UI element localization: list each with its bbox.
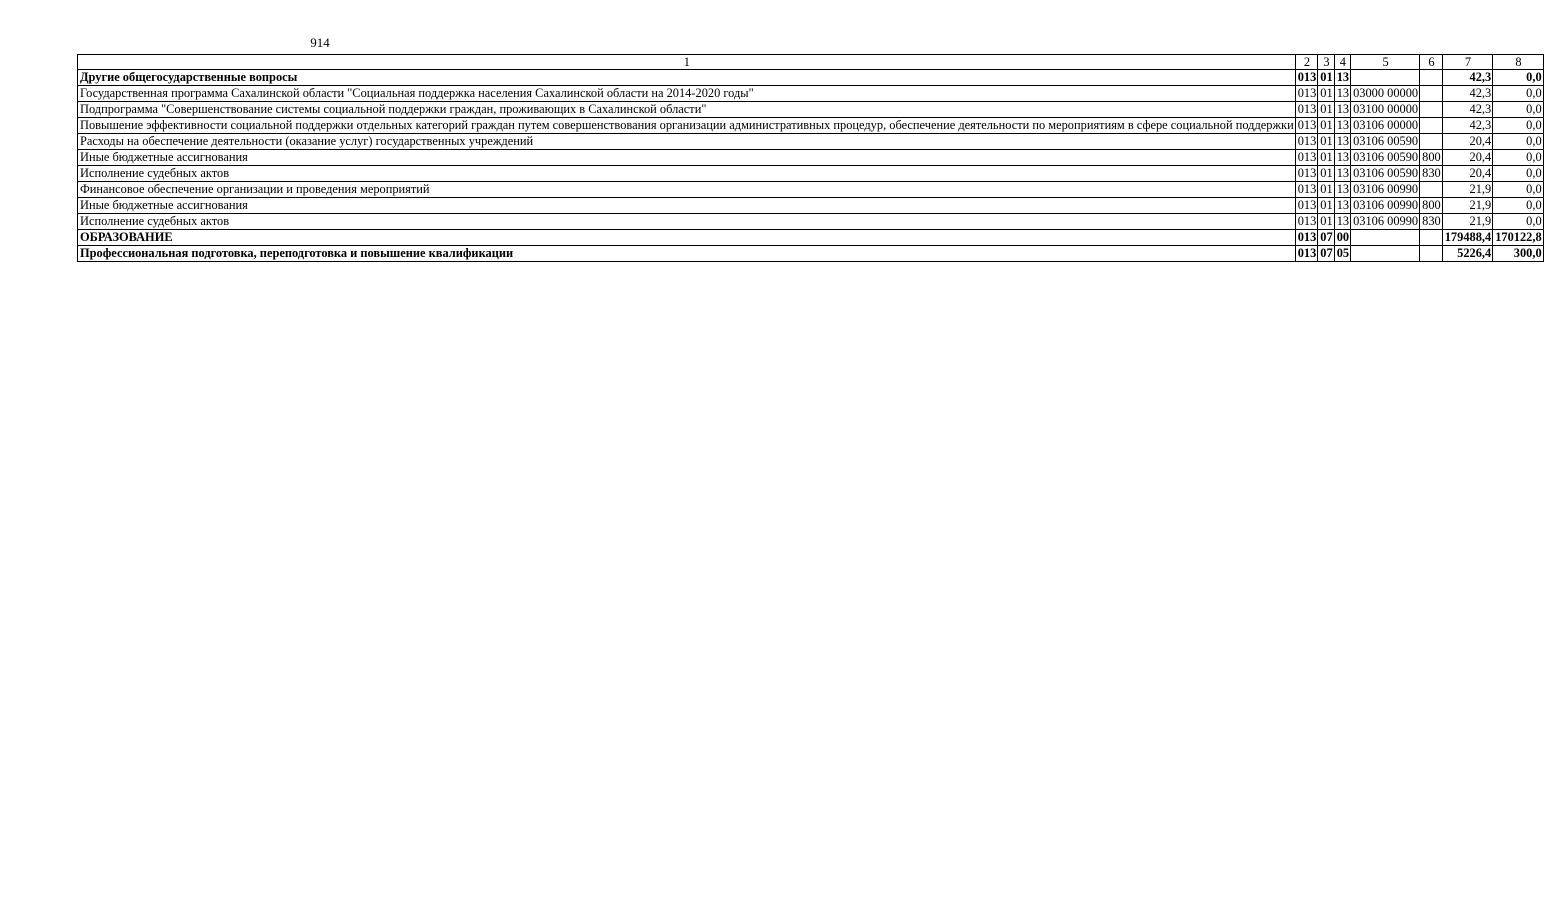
row-rz: 01 bbox=[1318, 134, 1334, 150]
row-sum1: 20,4 bbox=[1442, 134, 1492, 150]
row-gr: 013 bbox=[1295, 102, 1318, 118]
row-csr: 03106 00590 bbox=[1351, 134, 1420, 150]
page-number: 914 bbox=[310, 35, 330, 50]
row-csr bbox=[1351, 230, 1420, 246]
row-rz: 01 bbox=[1318, 198, 1334, 214]
row-name: Повышение эффективности социальной поддержки отдельных категорий граждан путем совершенствования организации административных процедур, обеспечение деятельности по мероприятиям в сфере социальной поддержки bbox=[78, 118, 1296, 134]
row-pr: 13 bbox=[1334, 150, 1350, 166]
row-pr: 13 bbox=[1334, 166, 1350, 182]
table-row bbox=[78, 134, 1544, 150]
row-rz: 01 bbox=[1318, 166, 1334, 182]
row-csr: 03106 00990 bbox=[1351, 214, 1420, 230]
row-vr bbox=[1420, 230, 1443, 246]
row-sum1: 42,3 bbox=[1442, 70, 1492, 86]
row-name: Исполнение судебных актов bbox=[78, 166, 1296, 182]
row-name: Исполнение судебных актов bbox=[78, 214, 1296, 230]
col-header-2: 2 bbox=[1295, 55, 1318, 70]
row-pr: 13 bbox=[1334, 102, 1350, 118]
row-gr: 013 bbox=[1295, 118, 1318, 134]
row-sum1: 179488,4 bbox=[1442, 230, 1492, 246]
row-csr: 03100 00000 bbox=[1351, 102, 1420, 118]
row-sum1: 42,3 bbox=[1442, 86, 1492, 102]
row-sum1: 20,4 bbox=[1442, 166, 1492, 182]
row-sum1: 42,3 bbox=[1442, 102, 1492, 118]
table-row bbox=[78, 214, 1544, 230]
row-vr bbox=[1420, 134, 1443, 150]
row-name: Подпрограмма "Совершенствование системы социальной поддержки граждан, проживающих в Сахалинской области" bbox=[78, 102, 1296, 118]
row-csr: 03106 00590 bbox=[1351, 166, 1420, 182]
table-row bbox=[78, 166, 1544, 182]
row-name: Государственная программа Сахалинской области "Социальная поддержка населения Сахалинской области на 2014-2020 годы" bbox=[78, 86, 1296, 102]
row-sum2: 0,0 bbox=[1493, 86, 1543, 102]
row-rz: 01 bbox=[1318, 86, 1334, 102]
row-sum2: 0,0 bbox=[1493, 198, 1543, 214]
table-row bbox=[78, 246, 1544, 262]
row-name: Финансовое обеспечение организации и проведения мероприятий bbox=[78, 182, 1296, 198]
row-sum2: 0,0 bbox=[1493, 166, 1543, 182]
row-sum2: 0,0 bbox=[1493, 214, 1543, 230]
row-pr: 13 bbox=[1334, 134, 1350, 150]
row-name: Другие общегосударственные вопросы bbox=[78, 70, 1296, 86]
header-row bbox=[78, 55, 1544, 70]
row-vr bbox=[1420, 182, 1443, 198]
row-vr bbox=[1420, 118, 1443, 134]
row-gr: 013 bbox=[1295, 230, 1318, 246]
row-gr: 013 bbox=[1295, 150, 1318, 166]
table-row bbox=[78, 198, 1544, 214]
row-sum1: 5226,4 bbox=[1442, 246, 1492, 262]
row-name: Расходы на обеспечение деятельности (оказание услуг) государственных учреждений bbox=[78, 134, 1296, 150]
table-row bbox=[78, 102, 1544, 118]
col-header-8: 8 bbox=[1493, 55, 1543, 70]
row-vr: 800 bbox=[1420, 150, 1443, 166]
row-pr: 13 bbox=[1334, 198, 1350, 214]
row-rz: 07 bbox=[1318, 230, 1334, 246]
row-csr: 03106 00000 bbox=[1351, 118, 1420, 134]
row-sum2: 0,0 bbox=[1493, 118, 1543, 134]
row-sum1: 21,9 bbox=[1442, 198, 1492, 214]
row-pr: 05 bbox=[1334, 246, 1350, 262]
row-rz: 01 bbox=[1318, 102, 1334, 118]
row-gr: 013 bbox=[1295, 86, 1318, 102]
row-vr bbox=[1420, 86, 1443, 102]
row-sum2: 300,0 bbox=[1493, 246, 1543, 262]
row-sum1: 42,3 bbox=[1442, 118, 1492, 134]
row-rz: 01 bbox=[1318, 214, 1334, 230]
col-header-3: 3 bbox=[1318, 55, 1334, 70]
row-name: Иные бюджетные ассигнования bbox=[78, 150, 1296, 166]
row-gr: 013 bbox=[1295, 214, 1318, 230]
table-row bbox=[78, 150, 1544, 166]
row-sum1: 20,4 bbox=[1442, 150, 1492, 166]
row-rz: 01 bbox=[1318, 118, 1334, 134]
row-rz: 07 bbox=[1318, 246, 1334, 262]
row-sum2: 170122,8 bbox=[1493, 230, 1543, 246]
row-vr bbox=[1420, 70, 1443, 86]
row-sum2: 0,0 bbox=[1493, 134, 1543, 150]
row-csr bbox=[1351, 70, 1420, 86]
row-vr: 800 bbox=[1420, 198, 1443, 214]
row-pr: 13 bbox=[1334, 70, 1350, 86]
row-sum2: 0,0 bbox=[1493, 102, 1543, 118]
col-header-4: 4 bbox=[1334, 55, 1350, 70]
row-pr: 00 bbox=[1334, 230, 1350, 246]
row-vr: 830 bbox=[1420, 166, 1443, 182]
budget-table bbox=[77, 54, 1544, 262]
row-name: ОБРАЗОВАНИЕ bbox=[78, 230, 1296, 246]
row-gr: 013 bbox=[1295, 246, 1318, 262]
col-header-6: 6 bbox=[1420, 55, 1443, 70]
row-pr: 13 bbox=[1334, 214, 1350, 230]
row-sum2: 0,0 bbox=[1493, 182, 1543, 198]
row-sum1: 21,9 bbox=[1442, 182, 1492, 198]
row-csr: 03106 00590 bbox=[1351, 150, 1420, 166]
row-name: Иные бюджетные ассигнования bbox=[78, 198, 1296, 214]
row-gr: 013 bbox=[1295, 134, 1318, 150]
row-vr: 830 bbox=[1420, 214, 1443, 230]
row-pr: 13 bbox=[1334, 118, 1350, 134]
row-csr: 03106 00990 bbox=[1351, 198, 1420, 214]
col-header-5: 5 bbox=[1351, 55, 1420, 70]
row-rz: 01 bbox=[1318, 182, 1334, 198]
row-vr bbox=[1420, 246, 1443, 262]
row-pr: 13 bbox=[1334, 182, 1350, 198]
row-gr: 013 bbox=[1295, 70, 1318, 86]
row-name: Профессиональная подготовка, переподготовка и повышение квалификации bbox=[78, 246, 1296, 262]
row-gr: 013 bbox=[1295, 198, 1318, 214]
row-rz: 01 bbox=[1318, 150, 1334, 166]
row-vr bbox=[1420, 102, 1443, 118]
row-gr: 013 bbox=[1295, 166, 1318, 182]
col-header-7: 7 bbox=[1442, 55, 1492, 70]
row-csr: 03000 00000 bbox=[1351, 86, 1420, 102]
row-csr bbox=[1351, 246, 1420, 262]
row-gr: 013 bbox=[1295, 182, 1318, 198]
row-sum2: 0,0 bbox=[1493, 70, 1543, 86]
col-header-1: 1 bbox=[78, 55, 1296, 70]
row-sum1: 21,9 bbox=[1442, 214, 1492, 230]
table-row bbox=[78, 118, 1544, 134]
table-row bbox=[78, 86, 1544, 102]
row-rz: 01 bbox=[1318, 70, 1334, 86]
table-row bbox=[78, 70, 1544, 86]
table-row bbox=[78, 182, 1544, 198]
row-sum2: 0,0 bbox=[1493, 150, 1543, 166]
table-row bbox=[78, 230, 1544, 246]
row-pr: 13 bbox=[1334, 86, 1350, 102]
row-csr: 03106 00990 bbox=[1351, 182, 1420, 198]
